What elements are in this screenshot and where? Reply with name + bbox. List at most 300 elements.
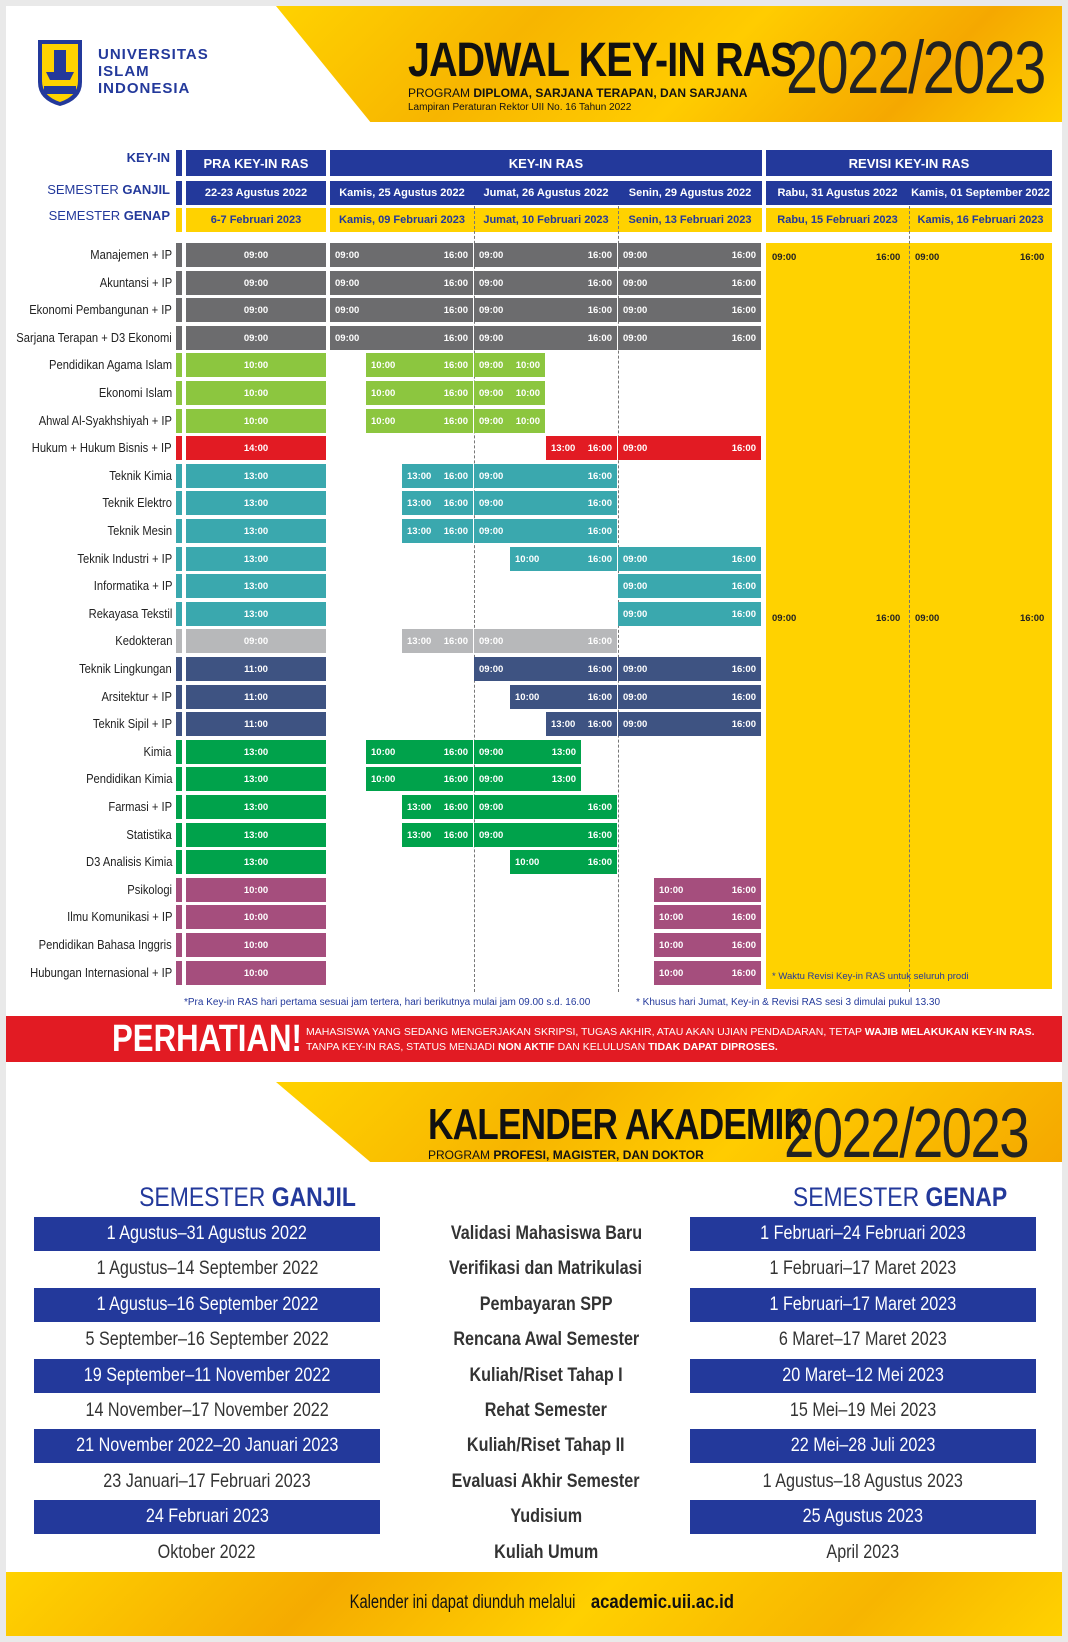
session-start-time: 09:00 [335, 278, 360, 289]
ganjil-date-cell: 23 Januari–17 Februari 2023 [103, 1471, 311, 1492]
keyin-session-bar [474, 381, 545, 405]
program-name: Arsitektur + IP [101, 689, 172, 704]
keyin-session-bar [402, 464, 473, 488]
session-end-time: 16:00 [443, 250, 468, 261]
pra-keyin-time: 10:00 [243, 968, 269, 979]
university-name-line-2: ISLAM [98, 63, 150, 80]
revisi-end-2: 16:00 [1020, 252, 1045, 263]
keyin-session-bar [474, 657, 617, 681]
session-start-time: 09:00 [623, 305, 648, 316]
session-end-time: 16:00 [731, 968, 756, 979]
ganjil-date-cell: 5 September–16 September 2022 [85, 1329, 329, 1350]
pra-keyin-bar [186, 795, 326, 819]
keyin-session-bar [618, 326, 761, 350]
ganjil-date-cell: 1 Agustus–14 September 2022 [96, 1258, 318, 1279]
ganjil-dates-revisi [766, 181, 1052, 205]
session-start-time: 09:00 [623, 664, 648, 675]
pra-keyin-bar [186, 271, 326, 295]
keyin-session-bar [474, 823, 617, 847]
session-start-time: 09:00 [479, 278, 504, 289]
pra-keyin-bar [186, 933, 326, 957]
keyin-session-bar [366, 767, 473, 791]
keyin-session-bar [510, 685, 617, 709]
pra-keyin-bar [186, 326, 326, 350]
semester-genap-title: SEMESTER GENAP [792, 1182, 1008, 1212]
ganjil-row-label: SEMESTER GANJIL [47, 182, 170, 197]
session-start-time: 09:00 [479, 471, 504, 482]
keyin-session-bar [654, 933, 761, 957]
keyin-session-bar [618, 271, 761, 295]
perhatian-line-2: TANPA KEY-IN RAS, STATUS MENJADI NON AKTIF DAN KELULUSAN TIDAK DAPAT DIPROSES. [306, 1041, 778, 1053]
university-name-line-3: INDONESIA [98, 80, 191, 97]
session-end-time: 16:00 [587, 471, 612, 482]
ganjil-date-cell: 21 November 2022–20 Januari 2023 [34, 1429, 380, 1463]
keyin-session-bar [618, 574, 761, 598]
pra-keyin-bar [186, 657, 326, 681]
pra-keyin-bar [186, 685, 326, 709]
session-start-time: 09:00 [335, 333, 360, 344]
genap-date-day-3: Senin, 13 Februari 2023 [628, 214, 752, 226]
program-color-marker [176, 905, 182, 929]
session-start-time: 13:00 [407, 498, 432, 509]
pra-keyin-time: 10:00 [243, 388, 269, 399]
schedule-program: PROGRAM DIPLOMA, SARJANA TERAPAN, DAN SARJANA [408, 86, 748, 100]
keyin-session-bar [618, 298, 761, 322]
pra-keyin-bar [186, 547, 326, 571]
kalender-year: 2022/2023 [784, 1094, 1029, 1172]
pra-keyin-time: 09:00 [243, 333, 269, 344]
session-start-time: 09:00 [335, 305, 360, 316]
keyin-session-bar [654, 905, 761, 929]
pra-keyin-time: 10:00 [243, 416, 269, 427]
poster-page [6, 6, 1062, 1636]
header-marker [176, 150, 182, 176]
session-end-time: 16:00 [443, 471, 468, 482]
perhatian-line-1: MAHASISWA YANG SEDANG MENGERJAKAN SKRIPSI, TUGAS AKHIR, ATAU AKAN UJIAN PENDADARAN, TETAP WAJIB MELAKUKAN KEY-IN RAS. [306, 1026, 1035, 1038]
revisi-start-2: 09:00 [915, 252, 940, 263]
pra-keyin-bar [186, 850, 326, 874]
keyin-session-bar [330, 243, 473, 267]
ganjil-dates-keyin [330, 181, 762, 205]
pra-keyin-time: 09:00 [243, 278, 269, 289]
session-end-time: 16:00 [731, 554, 756, 565]
genap-date-cell: 1 Februari–17 Maret 2023 [769, 1258, 957, 1279]
keyin-session-bar [474, 767, 581, 791]
program-name: Akuntansi + IP [99, 275, 172, 290]
session-start-time: 13:00 [407, 526, 432, 537]
pra-keyin-bar [186, 602, 326, 626]
keyin-session-bar [618, 712, 761, 736]
session-start-time: 09:00 [479, 830, 504, 841]
pra-keyin-time: 09:00 [243, 305, 269, 316]
keyin-session-bar [366, 409, 473, 433]
keyin-session-bar [474, 740, 581, 764]
pra-keyin-bar [186, 629, 326, 653]
session-start-time: 10:00 [659, 885, 684, 896]
genap-dates-keyin [330, 208, 762, 232]
session-end-time: 16:00 [731, 885, 756, 896]
program-color-marker [176, 602, 182, 626]
program-color-marker [176, 933, 182, 957]
session-start-time: 09:00 [479, 802, 504, 813]
session-start-time: 10:00 [371, 774, 396, 785]
perhatian-banner [6, 1016, 1062, 1062]
program-color-marker [176, 271, 182, 295]
keyin-session-bar [402, 823, 473, 847]
session-end-time: 16:00 [731, 443, 756, 454]
keyin-session-bar [618, 657, 761, 681]
pra-keyin-time: 11:00 [244, 719, 268, 730]
session-end-time: 16:00 [731, 719, 756, 730]
session-end-time: 16:00 [443, 305, 468, 316]
session-start-time: 09:00 [479, 526, 504, 537]
pra-keyin-time: 13:00 [243, 830, 269, 841]
footer-text: Kalender ini dapat diunduh melaluiacademic.uii.ac.id [349, 1592, 734, 1613]
pra-keyin-bar [186, 298, 326, 322]
keyin-session-bar [330, 326, 473, 350]
session-start-time: 10:00 [515, 692, 540, 703]
program-name: Teknik Mesin [107, 523, 172, 538]
revisi-end-3: 16:00 [876, 613, 901, 624]
keyin-session-bar [546, 436, 617, 460]
keyin-session-bar [402, 491, 473, 515]
session-start-time: 09:00 [479, 664, 504, 675]
pra-keyin-bar [186, 409, 326, 433]
session-start-time: 10:00 [371, 360, 396, 371]
regulation-reference: Lampiran Peraturan Rektor UII No. 16 Tahun 2022 [408, 102, 632, 113]
ganjil-date-cell: 1 Agustus–31 Agustus 2022 [34, 1217, 380, 1251]
keyin-session-bar [474, 795, 617, 819]
pra-keyin-bar [186, 712, 326, 736]
pra-keyin-time: 13:00 [243, 609, 269, 620]
session-start-time: 09:00 [479, 333, 504, 344]
pra-keyin-time: 13:00 [243, 747, 269, 758]
session-start-time: 10:00 [515, 554, 540, 565]
keyin-session-bar [366, 353, 473, 377]
day-separator [474, 206, 475, 992]
session-start-time: 13:00 [551, 443, 576, 454]
session-start-time: 10:00 [659, 968, 684, 979]
kalender-event: Kuliah Umum [493, 1542, 599, 1563]
session-end-time: 16:00 [443, 278, 468, 289]
program-name: Ekonomi Islam [98, 385, 172, 400]
genap-date-cell: 1 Februari–24 Februari 2023 [690, 1217, 1036, 1251]
program-color-marker [176, 409, 182, 433]
pra-keyin-bar [186, 905, 326, 929]
session-end-time: 16:00 [731, 305, 756, 316]
session-end-time: 16:00 [587, 636, 612, 647]
session-end-time: 16:00 [443, 416, 468, 427]
session-end-time: 16:00 [443, 802, 468, 813]
keyin-session-bar [546, 712, 617, 736]
session-end-time: 16:00 [443, 636, 468, 647]
program-name: Farmasi + IP [108, 799, 172, 814]
kalender-event: Rehat Semester [484, 1400, 608, 1421]
pra-keyin-time: 14:00 [243, 443, 269, 454]
session-end-time: 16:00 [587, 333, 612, 344]
pra-keyin-bar [186, 381, 326, 405]
program-name: Statistika [126, 827, 172, 842]
revisi-end-4: 16:00 [1020, 613, 1045, 624]
genap-date-cell: April 2023 [826, 1542, 900, 1563]
note-pra-keyin: *Pra Key-in RAS hari pertama sesuai jam tertera, hari berikutnya mulai jam 09.00 s.d. 16.00 [184, 997, 591, 1008]
program-color-marker [176, 961, 182, 985]
program-name: Pendidikan Bahasa Inggris [38, 937, 172, 952]
keyin-session-bar [474, 271, 617, 295]
ganjil-date-pra: 22-23 Agustus 2022 [186, 181, 326, 205]
kalender-title: KALENDER AKADEMIK [428, 1100, 809, 1149]
ganjil-date-day-2: Jumat, 26 Agustus 2022 [483, 187, 609, 199]
col-header-pra-keyin: PRA KEY-IN RAS [186, 150, 326, 176]
keyin-session-bar [402, 519, 473, 543]
session-end-time: 16:00 [587, 278, 612, 289]
session-end-time: 16:00 [731, 250, 756, 261]
genap-date-revisi-2: Kamis, 16 Februari 2023 [917, 214, 1044, 226]
session-start-time: 10:00 [371, 388, 396, 399]
session-start-time: 09:00 [479, 388, 504, 399]
ganjil-date-day-3: Senin, 29 Agustus 2022 [628, 187, 752, 199]
program-color-marker [176, 298, 182, 322]
keyin-session-bar [618, 243, 761, 267]
keyin-session-bar [474, 243, 617, 267]
footer-band [6, 1572, 1062, 1636]
program-color-marker [176, 381, 182, 405]
genap-date-cell: 1 Agustus–18 Agustus 2023 [762, 1471, 964, 1492]
semester-ganjil-title: SEMESTER GANJIL [139, 1182, 356, 1212]
keyin-session-bar [618, 436, 761, 460]
program-color-marker [176, 574, 182, 598]
session-start-time: 09:00 [623, 554, 648, 565]
session-end-time: 16:00 [587, 692, 612, 703]
pra-keyin-bar [186, 519, 326, 543]
ganjil-date-cell: 14 November–17 November 2022 [85, 1400, 329, 1421]
session-start-time: 09:00 [335, 250, 360, 261]
keyin-session-bar [474, 519, 617, 543]
session-end-time: 16:00 [731, 333, 756, 344]
ganjil-date-cell: 1 Agustus–16 September 2022 [34, 1288, 380, 1322]
program-color-marker [176, 519, 182, 543]
pra-keyin-bar [186, 464, 326, 488]
keyin-session-bar [618, 547, 761, 571]
session-end-time: 16:00 [731, 664, 756, 675]
keyin-session-bar [654, 878, 761, 902]
session-start-time: 09:00 [479, 747, 504, 758]
program-name: Hukum + Hukum Bisnis + IP [32, 440, 172, 455]
keyin-session-bar [510, 547, 617, 571]
ganjil-date-revisi-2: Kamis, 01 September 2022 [911, 187, 1050, 199]
pra-keyin-time: 13:00 [243, 774, 269, 785]
session-start-time: 09:00 [479, 305, 504, 316]
session-end-time: 16:00 [587, 250, 612, 261]
ganjil-date-cell: 19 September–11 November 2022 [34, 1359, 380, 1393]
session-start-time: 13:00 [551, 719, 576, 730]
session-start-time: 10:00 [515, 857, 540, 868]
schedule-title: JADWAL KEY-IN RAS [408, 34, 796, 87]
keyin-session-bar [366, 381, 473, 405]
genap-date-day-1: Kamis, 09 Februari 2023 [339, 214, 465, 226]
session-end-time: 16:00 [731, 912, 756, 923]
pra-keyin-bar [186, 436, 326, 460]
session-start-time: 10:00 [371, 747, 396, 758]
program-color-marker [176, 353, 182, 377]
pra-keyin-bar [186, 767, 326, 791]
session-end-time: 16:00 [587, 664, 612, 675]
program-name: Rekayasa Tekstil [88, 606, 172, 621]
kalender-event: Kuliah/Riset Tahap I [469, 1365, 623, 1386]
genap-date-cell: 15 Mei–19 Mei 2023 [789, 1400, 937, 1421]
keyin-session-bar [618, 602, 761, 626]
pra-keyin-bar [186, 961, 326, 985]
kalender-event: Evaluasi Akhir Semester [452, 1471, 640, 1492]
keyin-session-bar [474, 298, 617, 322]
session-end-time: 16:00 [443, 774, 468, 785]
session-end-time: 16:00 [443, 526, 468, 537]
pra-keyin-bar [186, 823, 326, 847]
session-start-time: 13:00 [407, 636, 432, 647]
keyin-session-bar [330, 271, 473, 295]
program-name: Manajemen + IP [90, 247, 172, 262]
note-jumat: * Khusus hari Jumat, Key-in & Revisi RAS sesi 3 dimulai pukul 13.30 [636, 997, 941, 1008]
session-start-time: 09:00 [479, 250, 504, 261]
university-name-line-1: UNIVERSITAS [98, 46, 209, 63]
program-name: Teknik Sipil + IP [92, 716, 172, 731]
session-start-time: 09:00 [479, 498, 504, 509]
schedule-year: 2022/2023 [786, 26, 1045, 109]
program-name: Hubungan Internasional + IP [29, 965, 172, 980]
pra-keyin-time: 11:00 [244, 692, 268, 703]
session-end-time: 16:00 [443, 333, 468, 344]
session-end-time: 13:00 [551, 747, 576, 758]
program-name: Teknik Industri + IP [77, 551, 172, 566]
revisi-note: * Waktu Revisi Key-in RAS untuk seluruh prodi [772, 971, 969, 982]
revisi-end-1: 16:00 [876, 252, 901, 263]
pra-keyin-time: 13:00 [243, 498, 269, 509]
pra-keyin-time: 13:00 [243, 471, 269, 482]
program-name: Pendidikan Agama Islam [48, 357, 172, 372]
program-name: Teknik Elektro [102, 495, 172, 510]
genap-date-cell: 1 Februari–17 Maret 2023 [690, 1288, 1036, 1322]
session-end-time: 16:00 [443, 747, 468, 758]
session-end-time: 16:00 [587, 554, 612, 565]
keyin-session-bar [510, 850, 617, 874]
session-end-time: 10:00 [515, 388, 540, 399]
program-name: Sarjana Terapan + D3 Ekonomi [16, 330, 172, 345]
program-color-marker [176, 823, 182, 847]
pra-keyin-time: 11:00 [244, 664, 268, 675]
session-end-time: 16:00 [443, 388, 468, 399]
session-end-time: 16:00 [587, 498, 612, 509]
pra-keyin-time: 10:00 [243, 885, 269, 896]
pra-keyin-time: 10:00 [243, 912, 269, 923]
keyin-session-bar [474, 491, 617, 515]
genap-date-pra: 6-7 Februari 2023 [186, 208, 326, 232]
session-end-time: 16:00 [443, 498, 468, 509]
session-end-time: 13:00 [551, 774, 576, 785]
pra-keyin-time: 09:00 [243, 636, 269, 647]
keyin-session-bar [474, 353, 545, 377]
program-name: Kimia [144, 744, 172, 759]
ganjil-date-cell: Oktober 2022 [158, 1542, 256, 1563]
kalender-event: Rencana Awal Semester [453, 1329, 639, 1350]
ganjil-date-revisi-1: Rabu, 31 Agustus 2022 [777, 187, 898, 199]
kalender-program: PROGRAM PROFESI, MAGISTER, DAN DOKTOR [428, 1148, 704, 1162]
session-start-time: 09:00 [623, 609, 648, 620]
session-start-time: 13:00 [407, 471, 432, 482]
session-end-time: 16:00 [443, 830, 468, 841]
day-separator [618, 206, 619, 992]
revisi-start-3: 09:00 [772, 613, 797, 624]
session-start-time: 10:00 [371, 416, 396, 427]
pra-keyin-bar [186, 243, 326, 267]
program-name: Psikologi [127, 882, 172, 897]
pra-keyin-bar [186, 878, 326, 902]
session-end-time: 16:00 [587, 830, 612, 841]
session-start-time: 09:00 [623, 719, 648, 730]
genap-row-label: SEMESTER GENAP [48, 208, 170, 223]
revisi-start-4: 09:00 [915, 613, 940, 624]
col-header-revisi: REVISI KEY-IN RAS [766, 150, 1052, 176]
program-color-marker [176, 547, 182, 571]
session-end-time: 16:00 [587, 526, 612, 537]
kalender-event: Yudisium [510, 1506, 582, 1527]
program-color-marker [176, 767, 182, 791]
program-name: Kedokteran [114, 633, 172, 648]
session-end-time: 16:00 [587, 443, 612, 454]
program-color-marker [176, 740, 182, 764]
pra-keyin-time: 10:00 [243, 360, 269, 371]
kalender-event: Kuliah/Riset Tahap II [467, 1435, 625, 1456]
program-color-marker [176, 464, 182, 488]
session-start-time: 10:00 [659, 912, 684, 923]
genap-date-cell: 22 Mei–28 Juli 2023 [690, 1429, 1036, 1463]
pra-keyin-time: 13:00 [243, 526, 269, 537]
keyin-session-bar [474, 629, 617, 653]
genap-date-cell: 25 Agustus 2023 [690, 1500, 1036, 1534]
kalender-event: Pembayaran SPP [479, 1294, 613, 1315]
session-end-time: 10:00 [515, 416, 540, 427]
program-name: Ahwal Al-Syakhshiyah + IP [38, 413, 172, 428]
program-name: Teknik Kimia [109, 468, 172, 483]
program-color-marker [176, 712, 182, 736]
session-start-time: 10:00 [659, 940, 684, 951]
session-end-time: 16:00 [731, 581, 756, 592]
session-start-time: 09:00 [623, 333, 648, 344]
footer-link[interactable]: academic.uii.ac.id [590, 1592, 734, 1613]
session-start-time: 09:00 [479, 774, 504, 785]
session-end-time: 16:00 [731, 940, 756, 951]
session-start-time: 09:00 [479, 360, 504, 371]
session-end-time: 16:00 [731, 278, 756, 289]
session-end-time: 16:00 [587, 802, 612, 813]
ganjil-date-day-1: Kamis, 25 Agustus 2022 [339, 187, 465, 199]
genap-date-cell: 6 Maret–17 Maret 2023 [779, 1329, 947, 1350]
program-name: D3 Analisis Kimia [85, 854, 172, 869]
genap-date-day-2: Jumat, 10 Februari 2023 [483, 214, 609, 226]
program-color-marker [176, 850, 182, 874]
pra-keyin-bar [186, 740, 326, 764]
kalender-event: Verifikasi dan Matrikulasi [449, 1258, 643, 1279]
session-start-time: 09:00 [479, 636, 504, 647]
keyin-session-bar [618, 685, 761, 709]
program-color-marker [176, 878, 182, 902]
pra-keyin-bar [186, 491, 326, 515]
revisi-start-1: 09:00 [772, 252, 797, 263]
keyin-row-label: KEY-IN [126, 150, 170, 165]
session-start-time: 13:00 [407, 830, 432, 841]
kalender-event: Validasi Mahasiswa Baru [450, 1223, 642, 1244]
program-color-marker [176, 795, 182, 819]
day-separator [909, 206, 910, 992]
